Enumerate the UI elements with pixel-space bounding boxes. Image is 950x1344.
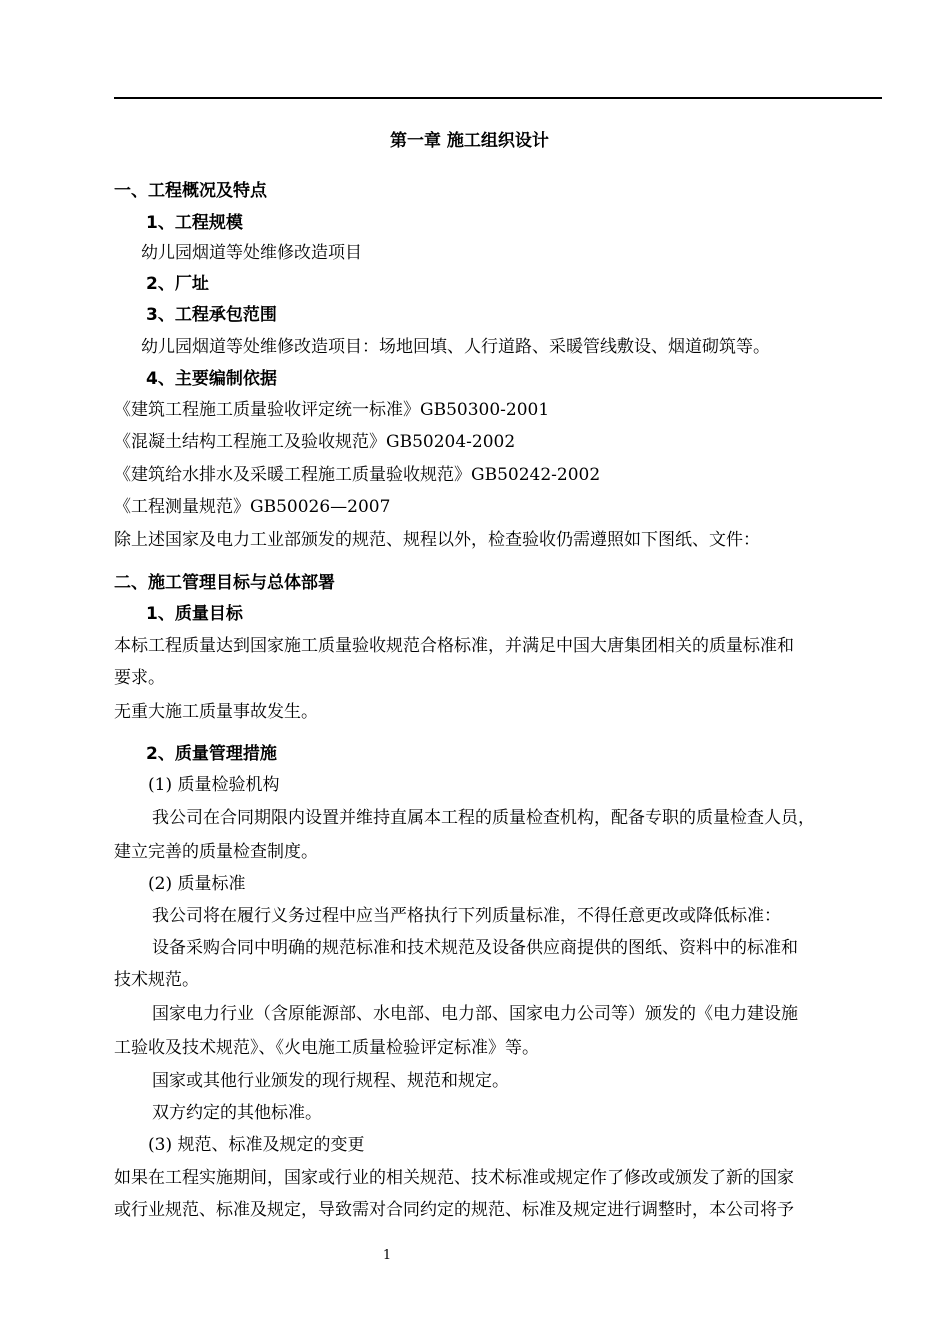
- paragraph-inspection-org-line2: 建立完善的质量检查制度。: [114, 842, 318, 862]
- item-quality-standard: (2) 质量标准: [148, 874, 246, 894]
- section-heading-1: 一、工程概况及特点: [114, 181, 267, 201]
- subheading-scope: 3、工程承包范围: [146, 305, 277, 325]
- section-heading-2: 二、施工管理目标与总体部署: [114, 573, 335, 593]
- paragraph-scope: 幼儿园烟道等处维修改造项目：场地回填、人行道路、采暖管线敷设、烟道砌筑等。: [141, 337, 770, 357]
- reference-4: 《工程测量规范》GB50026—2007: [114, 497, 391, 517]
- paragraph-scale: 幼儿园烟道等处维修改造项目: [141, 243, 362, 263]
- paragraph-standard-equipment-line1: 设备采购合同中明确的规范标准和技术规范及设备供应商提供的图纸、资料中的标准和: [152, 938, 798, 958]
- subheading-quality-target: 1、质量目标: [146, 604, 243, 624]
- paragraph-standard-agreed: 双方约定的其他标准。: [152, 1103, 322, 1123]
- paragraph-other-docs: 除上述国家及电力工业部颁发的规范、规程以外，检查验收仍需遵照如下图纸、文件：: [114, 530, 760, 550]
- paragraph-changes-line2: 或行业规范、标准及规定，导致需对合同约定的规范、标准及规定进行调整时，本公司将予: [114, 1200, 794, 1220]
- subheading-basis: 4、主要编制依据: [146, 369, 277, 389]
- paragraph-inspection-org-line1: 我公司在合同期限内设置并维持直属本工程的质量检查机构，配备专职的质量检查人员，: [152, 808, 815, 828]
- item-standard-changes: (3) 规范、标准及规定的变更: [148, 1135, 365, 1155]
- subheading-quality-measures: 2、质量管理措施: [146, 744, 277, 764]
- paragraph-standard-power-line2: 工验收及技术规范》、《火电施工质量检验评定标准》等。: [114, 1038, 539, 1058]
- item-inspection-org: (1) 质量检验机构: [148, 775, 280, 795]
- chapter-title: 第一章 施工组织设计: [390, 131, 549, 151]
- paragraph-quality-target-line2: 要求。: [114, 668, 165, 688]
- paragraph-standard-national: 国家或其他行业颁发的现行规程、规范和规定。: [152, 1071, 509, 1091]
- paragraph-quality-target-line1: 本标工程质量达到国家施工质量验收规范合格标准，并满足中国大唐集团相关的质量标准和: [114, 636, 794, 656]
- subheading-site: 2、厂址: [146, 274, 209, 294]
- paragraph-standard-equipment-line2: 技术规范。: [114, 970, 199, 990]
- paragraph-no-accident: 无重大施工质量事故发生。: [114, 702, 318, 722]
- subheading-scale: 1、工程规模: [146, 213, 243, 233]
- reference-2: 《混凝土结构工程施工及验收规范》GB50204-2002: [114, 432, 516, 452]
- paragraph-standard-intro: 我公司将在履行义务过程中应当严格执行下列质量标准，不得任意更改或降低标准：: [152, 906, 781, 926]
- paragraph-standard-power-line1: 国家电力行业（含原能源部、水电部、电力部、国家电力公司等）颁发的《电力建设施: [152, 1004, 798, 1024]
- paragraph-changes-line1: 如果在工程实施期间，国家或行业的相关规范、技术标准或规定作了修改或颁发了新的国家: [114, 1168, 794, 1188]
- page-number: 1: [382, 1248, 392, 1263]
- reference-1: 《建筑工程施工质量验收评定统一标准》GB50300-2001: [114, 400, 550, 420]
- reference-3: 《建筑给水排水及采暖工程施工质量验收规范》GB50242-2002: [114, 465, 601, 485]
- header-rule: [114, 97, 882, 99]
